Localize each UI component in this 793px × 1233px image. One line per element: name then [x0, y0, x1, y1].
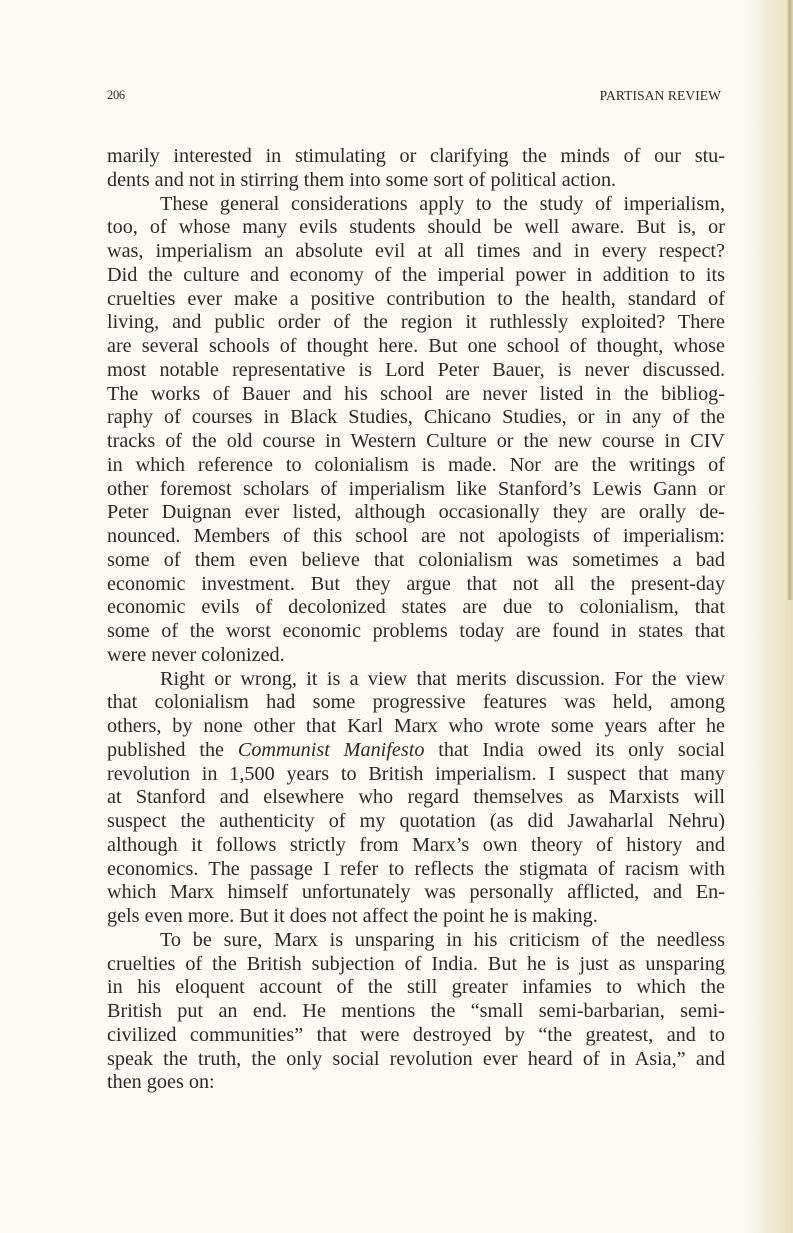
text-line: cruelties ever make a positive contribution to the health, standard of: [107, 287, 725, 310]
text-line: at Stanford and elsewhere who regard themselves as Marxists will: [107, 786, 725, 809]
paragraph: [107, 145, 725, 193]
text-line: speak the truth, the only social revolution ever heard of in Asia,” and: [107, 1047, 725, 1070]
text-line: economics. The passage I refer to reflects the stigmata of racism with: [107, 857, 725, 880]
text-line: Peter Duignan ever listed, although occasionally they are orally de-: [107, 501, 725, 524]
body-text: [107, 145, 725, 1095]
text-line: others, by none other that Karl Marx who wrote some years after he: [107, 715, 725, 737]
text-line: These general considerations apply to the study of imperialism,: [160, 192, 725, 215]
text-line: gels even more. But it does not affect the point he is making.: [107, 905, 598, 927]
text-line: some of them even believe that colonialism was sometimes a bad: [107, 548, 725, 571]
text-line: then goes on:: [107, 1071, 215, 1094]
journal-title: PARTISAN REVIEW: [599, 88, 721, 103]
text-line: was, imperialism an absolute evil at all times and in every respect?: [107, 240, 725, 262]
text-line: although it follows strictly from Marx’s own theory of history and: [107, 833, 725, 856]
text-line-with-title: [107, 739, 725, 763]
text-segment: that India owed its only social: [424, 738, 726, 761]
page-number: 206: [107, 88, 125, 102]
page-binding-edge: [787, 0, 793, 600]
text-line: The works of Bauer and his school are never listed in the bibliog-: [107, 382, 725, 405]
paragraph: [107, 193, 725, 668]
text-segment: published the: [107, 738, 238, 761]
text-line: too, of whose many evils students should be well aware. But is, or: [107, 216, 725, 239]
text-line: British put an end. He mentions the “small semi-barbarian, semi-: [107, 1000, 725, 1022]
text-line: that colonialism had some progressive features was held, among: [107, 691, 725, 714]
paragraph: [107, 668, 725, 929]
running-head: [107, 88, 721, 106]
text-line: economic investment. But they argue that not all the present-day: [107, 572, 725, 595]
text-line: marily interested in stimulating or clarifying the minds of our stu-: [107, 145, 725, 167]
text-line: some of the worst economic problems today are found in states that: [107, 620, 725, 642]
paragraph: [107, 929, 725, 1095]
text-line: living, and public order of the region it ruthlessly exploited? There: [107, 311, 725, 334]
text-line: tracks of the old course in Western Culture or the new course in CIV: [107, 430, 725, 452]
text-line: dents and not in stirring them into some sort of political action.: [107, 168, 617, 191]
text-line: raphy of courses in Black Studies, Chicano Studies, or in any of the: [107, 406, 725, 429]
text-line: To be sure, Marx is unsparing in his criticism of the needless: [160, 928, 725, 951]
text-line: suspect the authenticity of my quotation (as did Jawaharlal Nehru): [107, 810, 725, 832]
text-line: other foremost scholars of imperialism like Stanford’s Lewis Gann or: [107, 477, 725, 500]
text-line: economic evils of decolonized states are due to colonialism, that: [107, 596, 725, 619]
text-line: most notable representative is Lord Peter Bauer, is never discussed.: [107, 358, 725, 381]
text-line: nounced. Members of this school are not apologists of imperialism:: [107, 525, 725, 547]
text-line: which Marx himself unfortunately was personally afflicted, and En-: [107, 881, 725, 904]
text-line: revolution in 1,500 years to British imperialism. I suspect that many: [107, 762, 725, 785]
text-line: are several schools of thought here. But one school of thought, whose: [107, 335, 725, 357]
text-line: cruelties of the British subjection of India. But he is just as unsparing: [107, 952, 725, 975]
text-line: Right or wrong, it is a view that merits discussion. For the view: [160, 667, 725, 690]
page-edge-shadow: [745, 0, 793, 1233]
text-line: civilized communities” that were destroyed by “the greatest, and to: [107, 1023, 725, 1046]
text-line: in his eloquent account of the still greater infamies to which the: [107, 976, 725, 999]
text-line: were never colonized.: [107, 643, 285, 666]
text-line: in which reference to colonialism is made. Nor are the writings of: [107, 453, 725, 476]
text-line: Did the culture and economy of the imperial power in addition to its: [107, 263, 725, 286]
book-title: Communist Manifesto: [237, 738, 425, 761]
